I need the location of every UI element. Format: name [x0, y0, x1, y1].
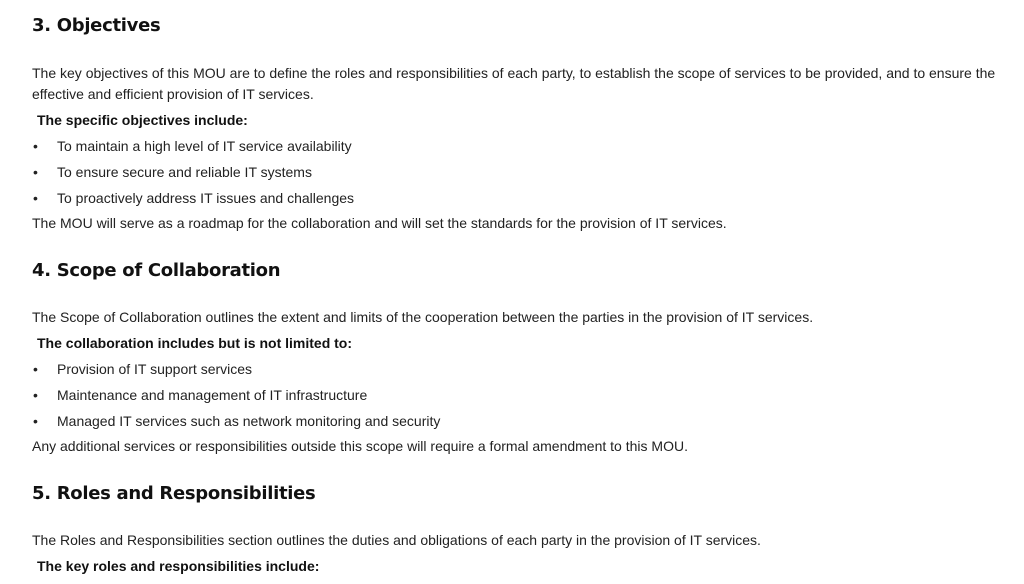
- section-4-closing: Any additional services or responsibilities outside this scope will require a formal amendment to this MOU.: [32, 438, 688, 454]
- list-item-text: To maintain a high level of IT service availability: [57, 138, 352, 154]
- list-item-text: To ensure secure and reliable IT systems: [57, 164, 312, 180]
- section-4-intro: The Scope of Collaboration outlines the extent and limits of the cooperation between the parties in the provision of IT services.: [32, 309, 814, 325]
- section-3-closing: The MOU will serve as a roadmap for the collaboration and will set the standards for the provision of IT services.: [32, 215, 727, 231]
- list-item-text: Maintenance and management of IT infrastructure: [57, 387, 368, 403]
- list-item-text: To proactively address IT issues and challenges: [57, 190, 355, 206]
- section-5-title: 5. Roles and Responsibilities: [32, 483, 316, 504]
- section-4-subheading: The collaboration includes but is not limited to:: [37, 335, 353, 351]
- section-3-intro: The key objectives of this MOU are to define the roles and responsibilities of each party, to establish the scope of services to be provided, and to ensure the effective and efficient provision of IT services.: [32, 65, 996, 102]
- bullet-icon: •: [33, 190, 38, 206]
- list-item: [33, 137, 352, 155]
- list-item: [33, 189, 354, 207]
- section-5-intro: The Roles and Responsibilities section outlines the duties and obligations of each party in the provision of IT services.: [32, 532, 761, 548]
- list-item: [33, 412, 440, 430]
- bullet-icon: •: [33, 387, 38, 403]
- list-item: [33, 163, 312, 181]
- list-item-text: Provision of IT support services: [57, 361, 253, 377]
- list-item: [33, 386, 367, 404]
- bullet-icon: •: [33, 138, 38, 154]
- list-item: [33, 360, 252, 378]
- bullet-icon: •: [33, 164, 38, 180]
- list-item-text: Managed IT services such as network monitoring and security: [57, 413, 441, 429]
- section-4-title: 4. Scope of Collaboration: [32, 260, 281, 281]
- bullet-icon: •: [33, 413, 38, 429]
- bullet-icon: •: [33, 361, 38, 377]
- section-5-subheading: The key roles and responsibilities include:: [37, 558, 320, 574]
- section-3-title: 3. Objectives: [32, 15, 161, 36]
- section-3-subheading: The specific objectives include:: [37, 112, 248, 128]
